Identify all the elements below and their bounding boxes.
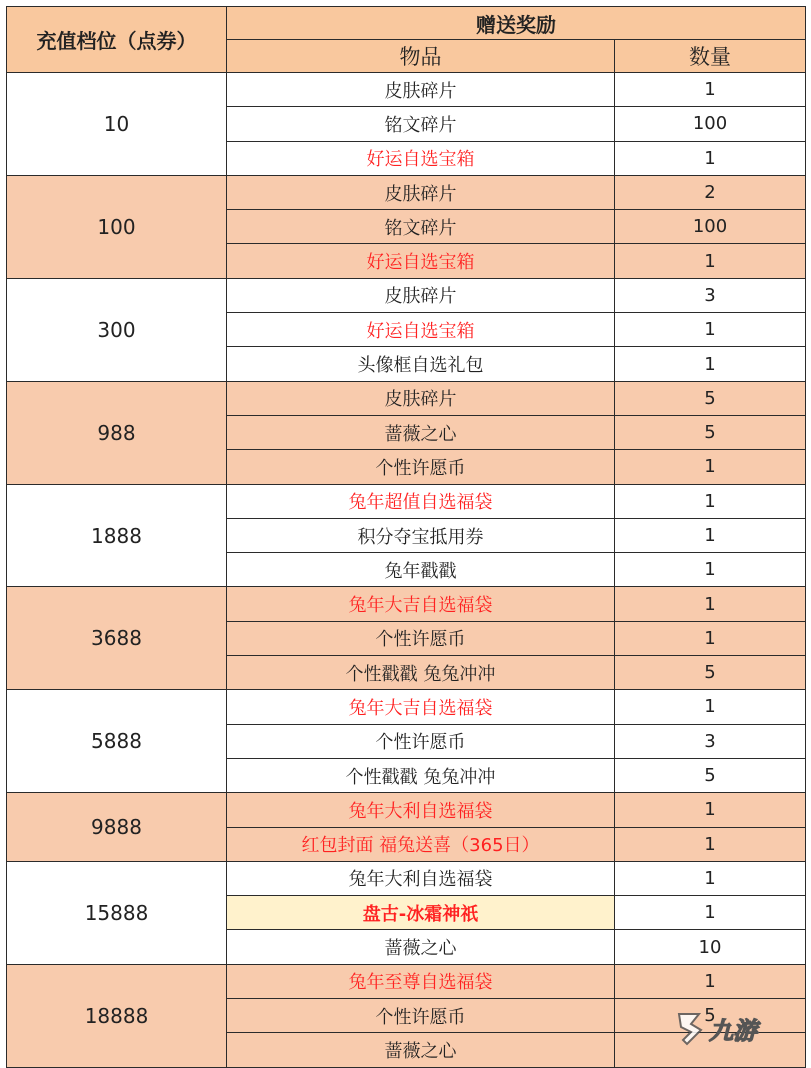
item-qty: 1 (615, 861, 806, 895)
item-qty: 100 (615, 107, 806, 141)
item-name: 个性许愿币 (227, 724, 615, 758)
tier-value: 1888 (7, 484, 227, 587)
item-name: 兔年超值自选福袋 (227, 484, 615, 518)
item-qty: 5 (615, 381, 806, 415)
item-qty: 1 (615, 73, 806, 107)
item-name: 头像框自选礼包 (227, 347, 615, 381)
tier-value: 3688 (7, 587, 227, 690)
item-name: 好运自选宝箱 (227, 141, 615, 175)
item-name: 皮肤碎片 (227, 381, 615, 415)
watermark-text: 九游 (709, 1017, 757, 1045)
item-name: 个性许愿币 (227, 999, 615, 1033)
item-name: 蔷薇之心 (227, 415, 615, 449)
item-column-header: 物品 (227, 40, 615, 73)
table-row (7, 73, 806, 107)
table-row (7, 587, 806, 621)
item-qty: 1 (615, 793, 806, 827)
tier-value: 9888 (7, 793, 227, 862)
item-qty: 1 (615, 450, 806, 484)
table-row (7, 861, 806, 895)
item-name: 个性许愿币 (227, 450, 615, 484)
item-qty: 1 (615, 964, 806, 998)
tier-value: 988 (7, 381, 227, 484)
table-row (7, 793, 806, 827)
item-name: 个性戳戳 兔兔冲冲 (227, 758, 615, 792)
item-name: 兔年至尊自选福袋 (227, 964, 615, 998)
tier-value: 18888 (7, 964, 227, 1067)
item-name: 兔年大利自选福袋 (227, 861, 615, 895)
item-qty: 1 (615, 553, 806, 587)
reward-header: 赠送奖励 (227, 7, 806, 40)
item-qty: 2 (615, 175, 806, 209)
tier-value: 15888 (7, 861, 227, 964)
table-row (7, 690, 806, 724)
item-name: 皮肤碎片 (227, 175, 615, 209)
item-qty: 3 (615, 724, 806, 758)
item-name: 兔年大吉自选福袋 (227, 587, 615, 621)
item-qty: 1 (615, 827, 806, 861)
item-name: 兔年大吉自选福袋 (227, 690, 615, 724)
qty-column-header: 数量 (615, 40, 806, 73)
tier-value: 300 (7, 278, 227, 381)
table-row (7, 175, 806, 209)
item-qty: 1 (615, 484, 806, 518)
item-name: 兔年大利自选福袋 (227, 793, 615, 827)
item-name: 皮肤碎片 (227, 278, 615, 312)
item-qty: 1 (615, 347, 806, 381)
table-row (7, 964, 806, 998)
item-name: 个性戳戳 兔兔冲冲 (227, 656, 615, 690)
reward-table (6, 6, 806, 1068)
item-qty: 3 (615, 278, 806, 312)
tier-value: 5888 (7, 690, 227, 793)
item-name: 个性许愿币 (227, 621, 615, 655)
tier-column-header: 充值档位（点券） (7, 7, 227, 73)
item-name: 盘古-冰霜神祇 (227, 896, 615, 930)
item-name: 好运自选宝箱 (227, 244, 615, 278)
item-qty: 100 (615, 210, 806, 244)
table-row (7, 484, 806, 518)
item-qty: 1 (615, 313, 806, 347)
table-row (7, 381, 806, 415)
reward-table-body (7, 73, 806, 1068)
item-name: 皮肤碎片 (227, 73, 615, 107)
item-qty: 5 (615, 758, 806, 792)
tier-value: 10 (7, 73, 227, 176)
item-qty: 1 (615, 621, 806, 655)
item-qty: 5 (615, 656, 806, 690)
item-qty: 5 (615, 999, 806, 1033)
tier-value: 100 (7, 175, 227, 278)
item-qty: 1 (615, 244, 806, 278)
item-qty: 5 (615, 415, 806, 449)
item-name: 积分夺宝抵用券 (227, 518, 615, 552)
item-qty: 1 (615, 587, 806, 621)
item-name: 蔷薇之心 (227, 1033, 615, 1067)
item-qty: 1 (615, 896, 806, 930)
item-qty: 1 (615, 690, 806, 724)
item-name: 铭文碎片 (227, 107, 615, 141)
watermark (621, 1008, 801, 1048)
item-qty: 10 (615, 930, 806, 964)
item-name: 好运自选宝箱 (227, 313, 615, 347)
item-name: 蔷薇之心 (227, 930, 615, 964)
item-name: 红包封面 福兔送喜（365日） (227, 827, 615, 861)
jiuyou-logo-icon (679, 1014, 701, 1044)
item-qty: 1 (615, 518, 806, 552)
item-name: 兔年戳戳 (227, 553, 615, 587)
table-row (7, 278, 806, 312)
item-name: 铭文碎片 (227, 210, 615, 244)
item-qty: 1 (615, 141, 806, 175)
